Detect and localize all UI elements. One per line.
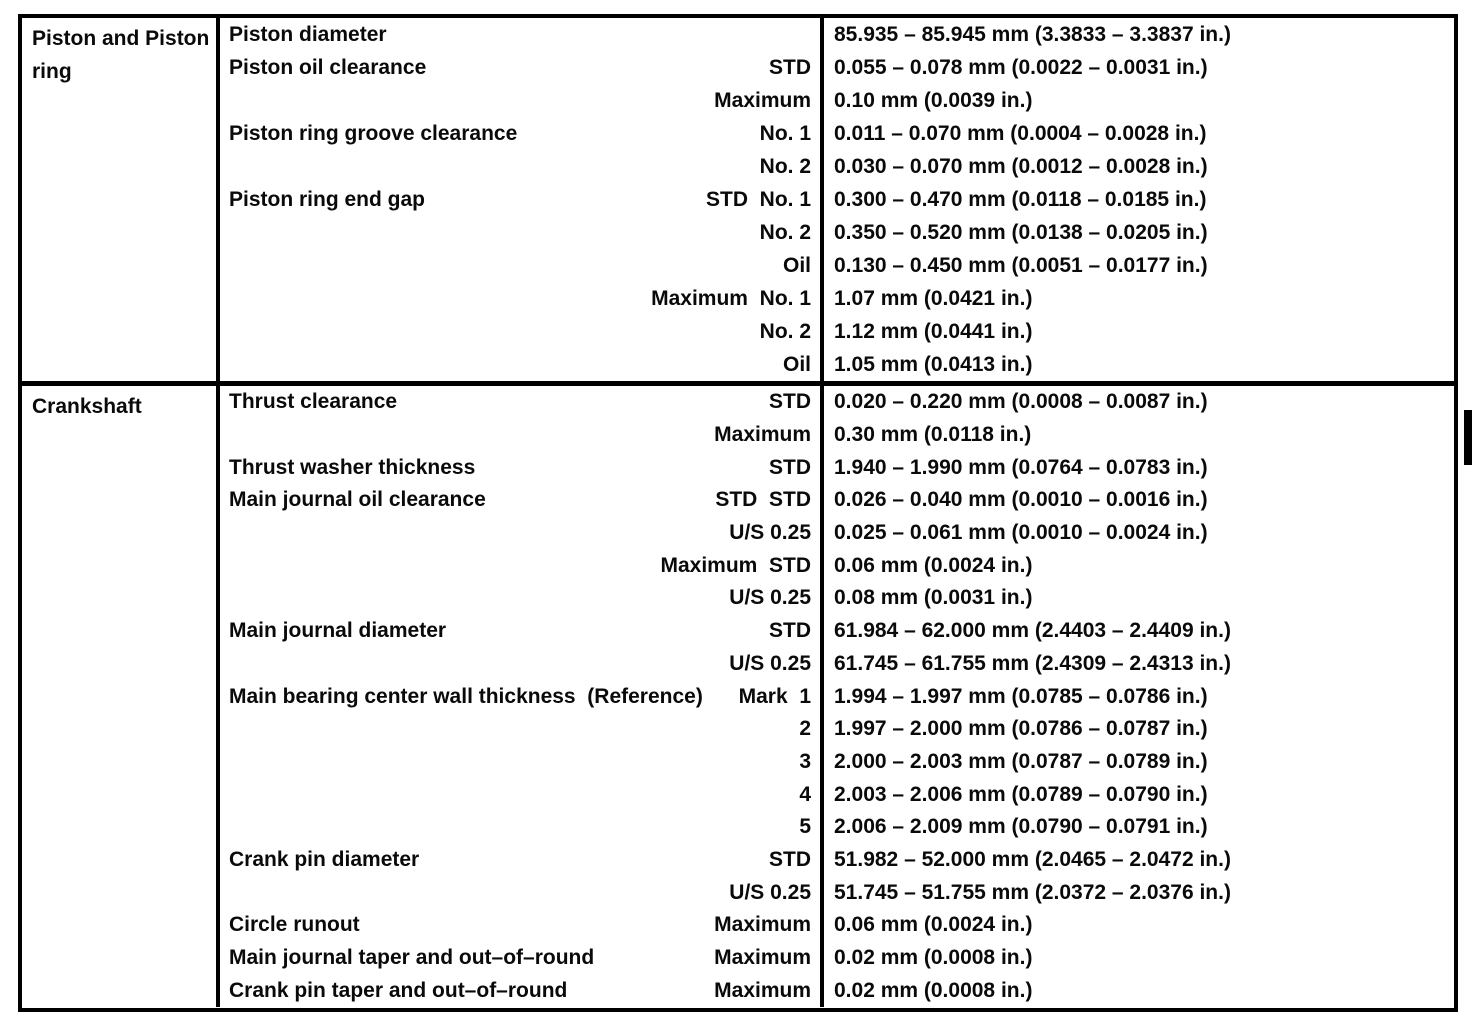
table-row [220,942,1454,975]
spec-qualifier: STD [769,847,811,871]
spec-qualifier: U/S 0.25 [729,651,811,675]
table-row [220,282,1454,315]
spec-cell [220,909,820,942]
table-row [220,582,1454,615]
table-section [22,381,1454,1007]
spec-cell [220,216,820,249]
spec-name: Main journal oil clearance [229,488,486,512]
spec-value: 0.08 mm (0.0031 in.) [834,586,1033,610]
table-row [220,713,1454,746]
table-row [220,549,1454,582]
spec-qualifier: STD [769,390,811,414]
table-row [220,451,1454,484]
table-row [220,648,1454,681]
table-row [220,419,1454,452]
spec-name: Main journal diameter [229,619,447,643]
spec-cell [220,778,820,811]
spec-value: 0.300 – 0.470 mm (0.0118 – 0.0185 in.) [834,187,1207,211]
spec-cell [220,117,820,150]
spec-qualifier: U/S 0.25 [729,586,811,610]
spec-qualifier: U/S 0.25 [729,880,811,904]
spec-value: 0.10 mm (0.0039 in.) [834,88,1033,112]
spec-cell [220,419,820,452]
table-row [220,386,1454,419]
section-rows [220,18,1454,381]
spec-name: Main journal taper and out–of–round [229,946,595,970]
spec-cell [220,282,820,315]
spec-qualifier: Maximum No. 1 [651,286,811,310]
spec-cell [220,844,820,877]
value-cell [820,150,1454,183]
spec-qualifier: Oil [782,352,811,376]
value-cell [820,216,1454,249]
spec-value: 0.030 – 0.070 mm (0.0012 – 0.0028 in.) [834,154,1208,178]
spec-qualifier: 4 [799,782,811,806]
spec-value: 0.06 mm (0.0024 in.) [834,553,1033,577]
spec-cell [220,648,820,681]
value-cell [820,844,1454,877]
spec-value: 0.130 – 0.450 mm (0.0051 – 0.0177 in.) [834,253,1208,277]
value-cell [820,51,1454,84]
value-cell [820,942,1454,975]
spec-value: 85.935 – 85.945 mm (3.3833 – 3.3837 in.) [834,22,1231,46]
table-row [220,183,1454,216]
spec-cell [220,517,820,550]
value-cell [820,419,1454,452]
table-row [220,150,1454,183]
spec-qualifier: Maximum [714,946,811,970]
table-row [220,517,1454,550]
spec-value: 0.350 – 0.520 mm (0.0138 – 0.0205 in.) [834,220,1208,244]
value-cell [820,648,1454,681]
spec-name: Crank pin taper and out–of–round [229,978,568,1002]
spec-cell [220,811,820,844]
spec-qualifier: Maximum [714,88,811,112]
spec-name: Piston ring groove clearance [229,121,518,145]
table-row [220,51,1454,84]
table-row [220,844,1454,877]
spec-qualifier: Maximum STD [660,553,811,577]
spec-qualifier: No. 2 [759,319,811,343]
spec-name: Thrust washer thickness [229,455,476,479]
spec-value: 1.994 – 1.997 mm (0.0785 – 0.0786 in.) [834,684,1208,708]
spec-value: 61.984 – 62.000 mm (2.4403 – 2.4409 in.) [834,619,1231,643]
component-cell [22,386,220,1007]
value-cell [820,974,1454,1007]
spec-cell [220,451,820,484]
table-row [220,315,1454,348]
section-rows [220,386,1454,1007]
table-row [220,84,1454,117]
value-cell [820,615,1454,648]
value-cell [820,549,1454,582]
value-cell [820,386,1454,419]
page-edge-tab [1464,410,1472,465]
spec-cell [220,84,820,117]
spec-value: 0.30 mm (0.0118 in.) [834,423,1032,447]
spec-qualifier: STD No. 1 [705,187,811,211]
spec-name: Piston ring end gap [229,187,426,211]
spec-value: 61.745 – 61.755 mm (2.4309 – 2.4313 in.) [834,651,1231,675]
value-cell [820,183,1454,216]
value-cell [820,876,1454,909]
spec-value: 2.003 – 2.006 mm (0.0789 – 0.0790 in.) [834,782,1208,806]
table-row [220,778,1454,811]
spec-qualifier: U/S 0.25 [729,521,811,545]
spec-value: 0.025 – 0.061 mm (0.0010 – 0.0024 in.) [834,521,1208,545]
value-cell [820,484,1454,517]
spec-value: 0.055 – 0.078 mm (0.0022 – 0.0031 in.) [834,55,1208,79]
spec-name: Thrust clearance [229,390,398,414]
value-cell [820,315,1454,348]
spec-qualifier: STD [769,455,811,479]
value-cell [820,909,1454,942]
spec-qualifier: 2 [799,717,811,741]
spec-table [18,14,1458,1012]
spec-value: 51.745 – 51.755 mm (2.0372 – 2.0376 in.) [834,880,1231,904]
spec-qualifier: Maximum [714,423,811,447]
spec-qualifier: 5 [799,815,811,839]
table-row [220,484,1454,517]
value-cell [820,713,1454,746]
value-cell [820,117,1454,150]
table-row [220,348,1454,381]
value-cell [820,746,1454,779]
table-row [220,974,1454,1007]
spec-name: Piston diameter [229,22,387,46]
spec-value: 0.06 mm (0.0024 in.) [834,913,1033,937]
spec-value: 0.011 – 0.070 mm (0.0004 – 0.0028 in.) [834,121,1207,145]
spec-qualifier: STD [769,55,811,79]
component-cell [22,18,220,381]
value-cell [820,680,1454,713]
spec-cell [220,484,820,517]
spec-cell [220,348,820,381]
value-cell [820,348,1454,381]
spec-cell [220,974,820,1007]
spec-cell [220,183,820,216]
spec-value: 2.006 – 2.009 mm (0.0790 – 0.0791 in.) [834,815,1208,839]
table-row [220,811,1454,844]
value-cell [820,811,1454,844]
spec-qualifier: Mark 1 [738,684,811,708]
spec-name: Piston oil clearance [229,55,427,79]
table-row [220,249,1454,282]
spec-qualifier: Maximum [714,978,811,1002]
spec-value: 1.05 mm (0.0413 in.) [834,352,1033,376]
spec-qualifier: STD [769,619,811,643]
spec-value: 2.000 – 2.003 mm (0.0787 – 0.0789 in.) [834,749,1208,773]
spec-cell [220,386,820,419]
spec-value: 0.02 mm (0.0008 in.) [834,978,1033,1002]
spec-cell [220,680,820,713]
spec-qualifier: No. 1 [759,121,811,145]
spec-value: 1.997 – 2.000 mm (0.0786 – 0.0787 in.) [834,717,1208,741]
table-row [220,615,1454,648]
spec-qualifier: STD STD [715,488,811,512]
spec-cell [220,876,820,909]
table-row [220,216,1454,249]
component-label: Piston and Piston ring [32,27,210,83]
spec-cell [220,249,820,282]
spec-cell [220,51,820,84]
table-section [22,18,1454,381]
spec-value: 51.982 – 52.000 mm (2.0465 – 2.0472 in.) [834,847,1231,871]
spec-value: 0.02 mm (0.0008 in.) [834,946,1033,970]
spec-cell [220,615,820,648]
spec-value: 0.020 – 0.220 mm (0.0008 – 0.0087 in.) [834,390,1208,414]
spec-value: 0.026 – 0.040 mm (0.0010 – 0.0016 in.) [834,488,1208,512]
value-cell [820,84,1454,117]
table-row [220,876,1454,909]
table-row [220,909,1454,942]
spec-qualifier: No. 2 [759,154,811,178]
table-row [220,746,1454,779]
spec-cell [220,582,820,615]
value-cell [820,517,1454,550]
value-cell [820,282,1454,315]
spec-qualifier: Oil [782,253,811,277]
spec-name: Crank pin diameter [229,847,420,871]
spec-name: Circle runout [229,913,360,937]
value-cell [820,778,1454,811]
spec-cell [220,549,820,582]
spec-value: 1.12 mm (0.0441 in.) [834,319,1033,343]
table-row [220,117,1454,150]
spec-qualifier: No. 2 [759,220,811,244]
spec-cell [220,746,820,779]
table-row [220,680,1454,713]
spec-cell [220,315,820,348]
value-cell [820,451,1454,484]
spec-value: 1.07 mm (0.0421 in.) [834,286,1033,310]
spec-cell [220,713,820,746]
spec-qualifier: 3 [799,749,811,773]
value-cell [820,582,1454,615]
spec-cell [220,150,820,183]
spec-cell [220,942,820,975]
spec-qualifier: Maximum [714,913,811,937]
value-cell [820,249,1454,282]
spec-cell [220,18,820,51]
table-row [220,18,1454,51]
component-label: Crankshaft [32,395,142,418]
spec-value: 1.940 – 1.990 mm (0.0764 – 0.0783 in.) [834,455,1208,479]
value-cell [820,18,1454,51]
spec-name: Main bearing center wall thickness (Reference) [229,684,703,708]
